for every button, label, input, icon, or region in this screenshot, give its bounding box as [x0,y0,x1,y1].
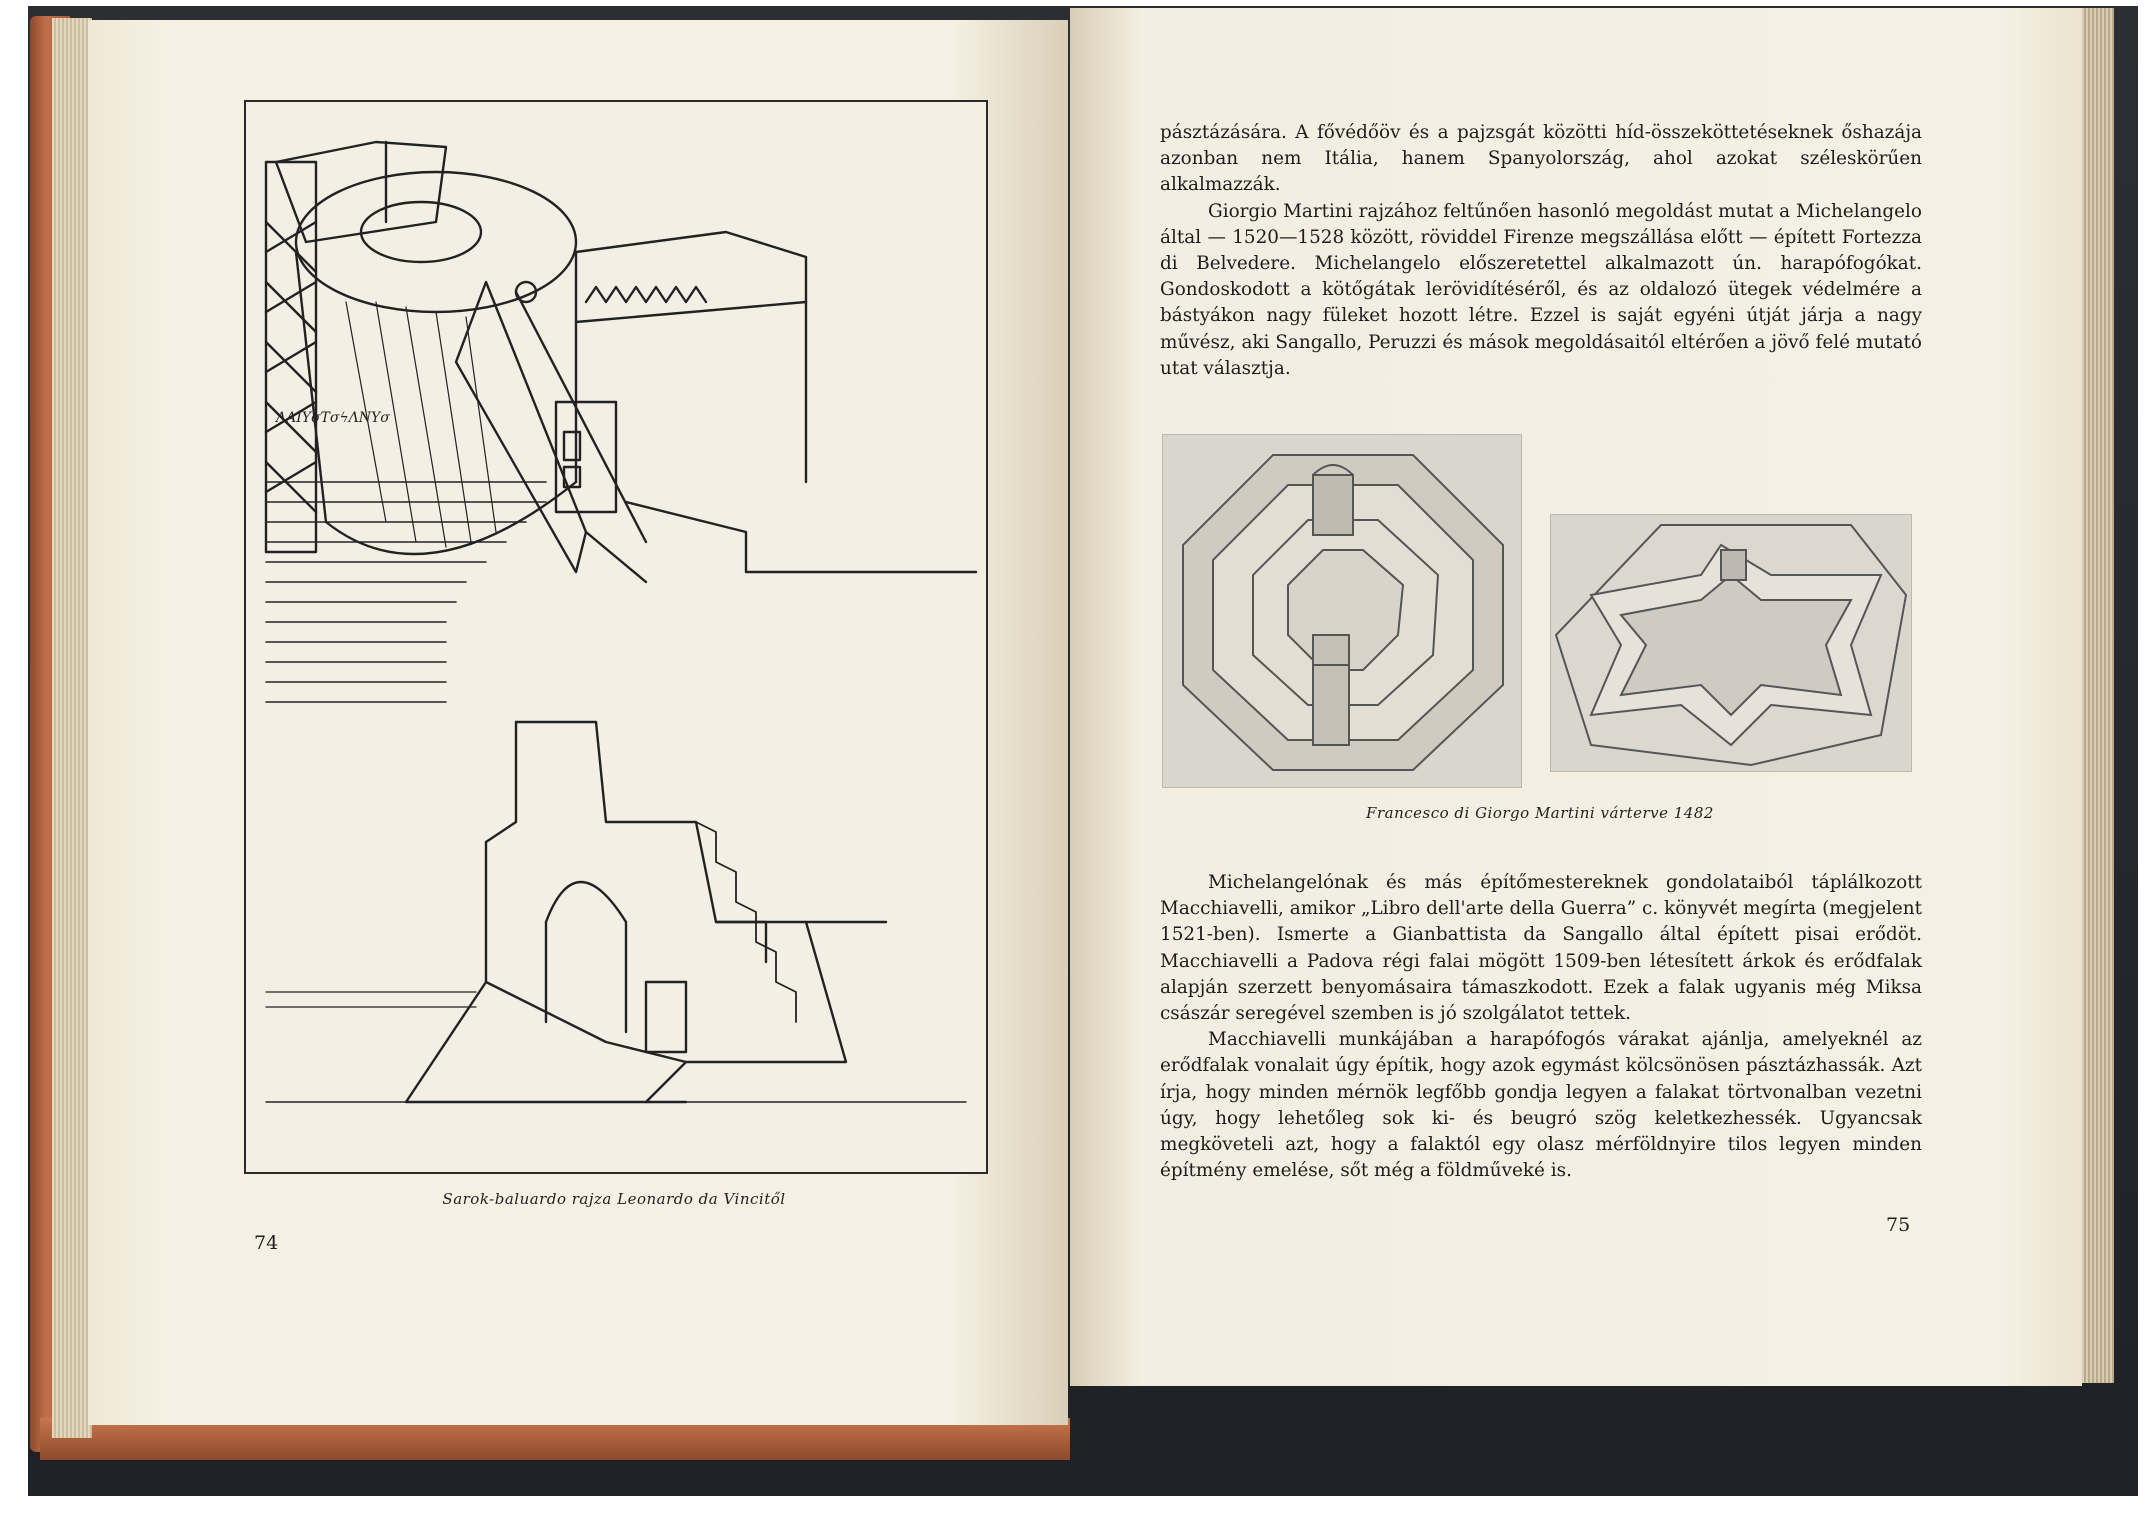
bastion-sketch-drawing [246,102,986,1172]
page-edges-left [52,18,92,1438]
left-page-number: 74 [254,1232,279,1254]
right-figure-caption: Francesco di Giorgo Martini várterve 1482 [1366,804,1714,822]
octagon-fortress-drawing [1163,435,1521,787]
star-fortress-drawing [1551,515,1911,771]
paragraph: Michelangelónak és más építőmestereknek gondolataiból táplálkozott Macchiavelli, amikor „Libro dell'arte della Guerra” c. könyvét megírta (megjelent 1521-ben). Ismerte a Gianbattista da Sangallo által épített pisai erődöt. Macchiavelli a Padova régi falai mögött 1509-ben létesített árkok és erődfalak alapján szerzett benyomásaira támaszkodott. Ezek a falak ugyanis még Miksa császár seregével szemben is jó szolgálatot tettek. [1160,872,1922,1025]
sketch-inscription: ΛΑΙΥσΤσϟΛΝΥσ [276,410,390,426]
right-text-top [1160,120,1922,382]
paragraph: Macchiavelli munkájában a harapófogós várakat ajánlja, amelyeknél az erődfalak vonalait úgy építik, hogy azok egymást kölcsönösen pásztázhassák. Azt írja, hogy minden mérnök legfőbb gondja legyen a falakat törtvonalban vezetni úgy, hogy lehetőleg sok ki- és beugró szög keletkezhessék. Ugyancsak megköveteli azt, hogy a falaktól egy olasz mérföldnyire tilos legyen minden építmény emelése, sőt még a földműveké is. [1160,1029,1922,1182]
leonardo-bastion-sketch [244,100,988,1174]
paragraph: pásztázására. A fővédőöv és a pajzsgát közötti híd-összeköttetéseknek őshazája azonban nem Itália, hanem Spanyolország, ahol azokat széleskörűen alkalmazzák. [1160,122,1922,196]
fortress-model-star-photo [1550,514,1912,772]
left-figure-caption: Sarok-baluardo rajza Leonardo da Vincitől [442,1190,786,1208]
paragraph: Giorgio Martini rajzához feltűnően hasonló megoldást mutat a Michelangelo által — 1520—1528 között, röviddel Firenze megszállása előtt — épített Fortezza di Belvedere. Michelangelo előszeretettel alkalmazott ún. harapófogókat. Gondoskodott a kötőgátak lerövidítéséről, és az oldalozó ütegek védelmére a bástyákon nagy füleket hozott létre. Ezzel is saját egyéni útját járja a nagy művész, aki Sangallo, Peruzzi és mások megoldásaitól eltérően a jövő felé mutató utat választja. [1160,200,1922,379]
right-text-bottom [1160,870,1922,1184]
fortress-model-octagon-photo [1162,434,1522,788]
right-page-number: 75 [1886,1214,1911,1236]
page-edges-right [2078,8,2114,1383]
